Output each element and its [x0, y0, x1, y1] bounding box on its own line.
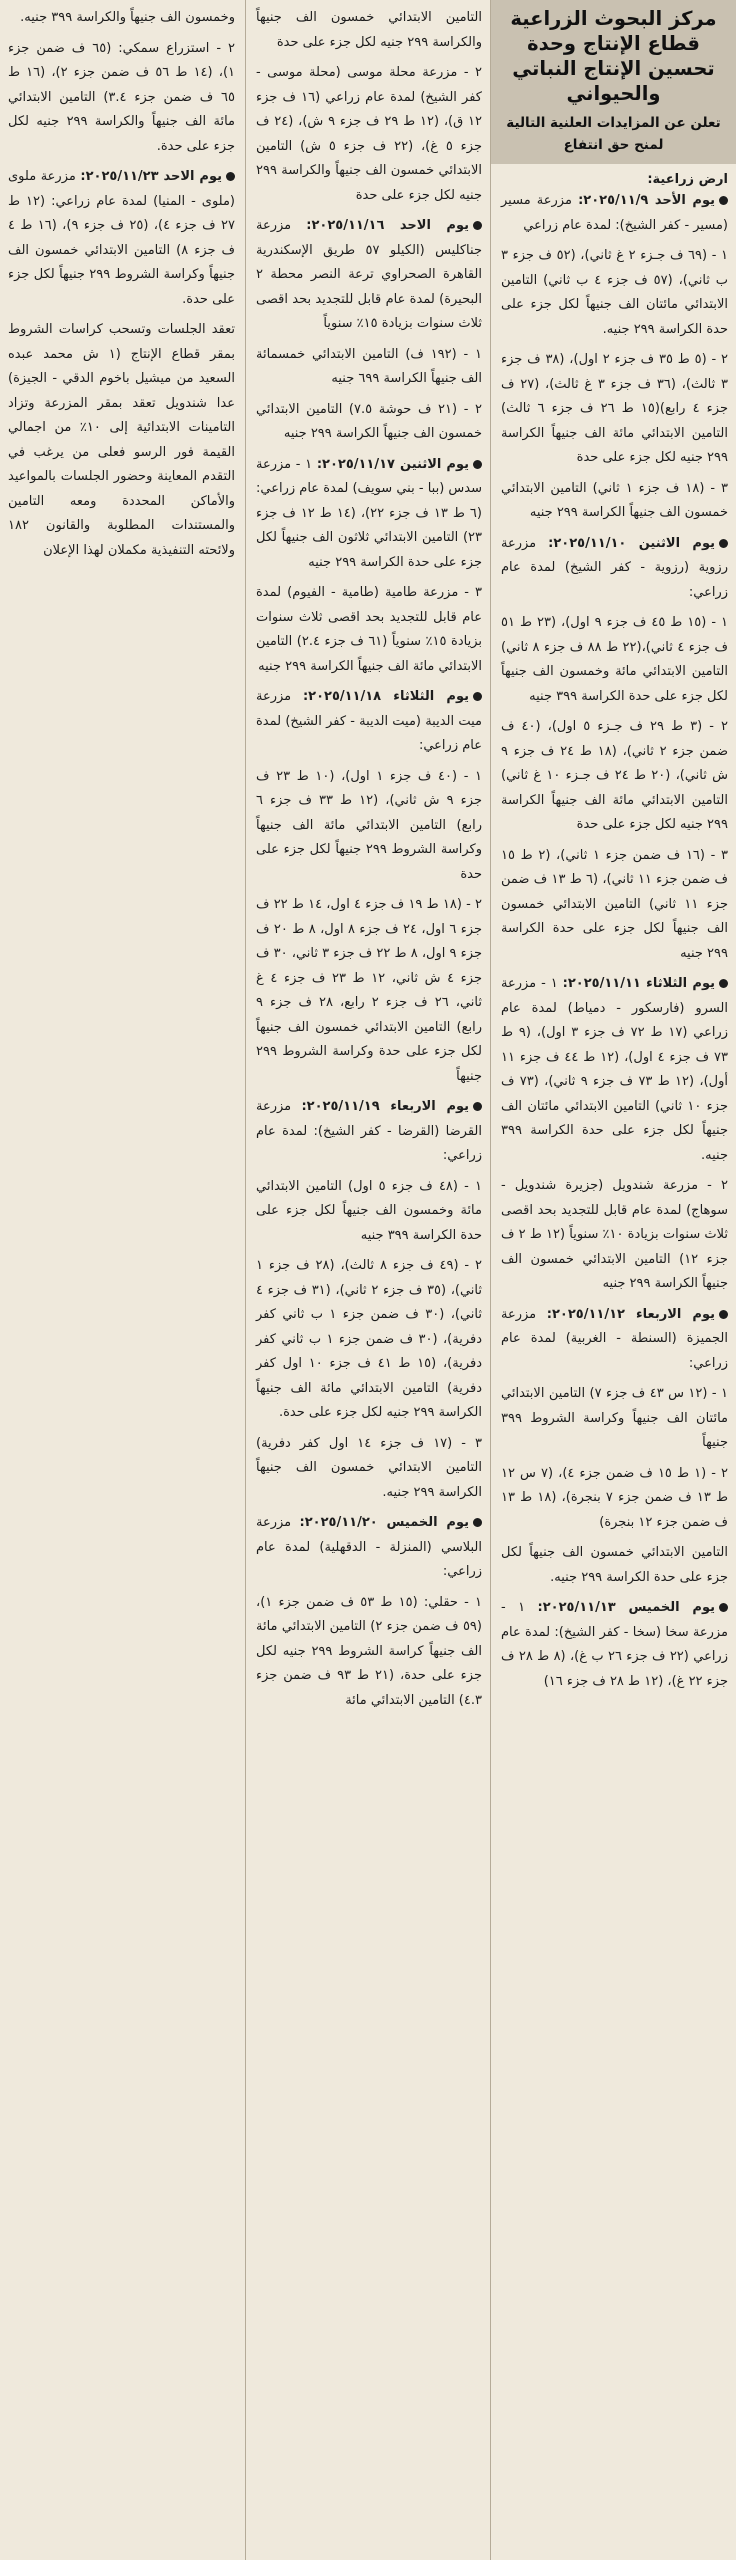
auction-text: ٣ - (١٨ ف جزء ١ ثاني) التامين الابتدائي خمسون الف جنيهاً الكراسة ٢٩٩ جنيه [501, 480, 728, 520]
auction-day-entry [501, 1596, 728, 1694]
subheadline: تعلن عن المزايدات العلنية التالية لمنح حق انتفاع [506, 115, 721, 153]
auction-text: ١ - (١٩٢ ف) التامين الابتدائي خمسمائة الف جنيهاً الكراسة ٦٩٩ جنيه [256, 346, 482, 386]
auction-day: يوم الاثنين ٢٠٢٥/١١/١٠: [548, 535, 715, 551]
auction-item [501, 715, 728, 838]
auction-text: ١ - مزرعة سدس (ببا - بني سويف) لمدة عام زراعي: (٦ ط ١٣ ف جزء ٢٢)، (١٤ ط ١٢ ف جزء ٢٣) التامين الابتدائي ثلاثون الف جنيهاً لكل جزء على حدة الكراسة ٢٩٩ جنيه [256, 456, 482, 570]
auction-text: ٢ - (٣ ط ٢٩ ف جـزء ٥ اول)، (٤٠ ف ضمن جزء ٢ ثاني)، (١٨ ط ٢٤ ف جزء ٩ ش ثاني)، (٢٠ ط ٢٤ ف جـزء ١٠ غ ثاني) التامين الابتدائي مائة الف جنيهاً الكراسة ٢٩٩ جنيه لكل جزء على حدة [501, 719, 728, 832]
auction-text: ٢ - (٤٩ ف جزء ٨ ثالث)، (٢٨ ف جزء ١ ثاني)، (٣٥ ف جزء ٢ ثاني)، (٣١ ف جزء ٤ ثاني)، (٣٠ ف ضمن جزء ١ ب ثاني كفر دفرية)، (٣٠ ف ضمن جزء ١ ب ثاني كفر دفرية)، (١٥ ط ٤١ ف جزء ١٠ اول كفر دفرية) التامين الابتدائي مائة الف جنيهاً الكراسة ٢٩٩ جنيه لكل جزء على حدة. [256, 1258, 483, 1420]
auction-text: ٢ - (٢١ ف حوشة ٧.٥) التامين الابتدائي خمسون الف جنيهاً الكراسة ٢٩٩ جنيه [256, 401, 482, 441]
auction-text: ٣ - مزرعة طامية (طامية - الفيوم) لمدة عام قابل للتجديد بحد اقصى ثلاث سنوات بزيادة ١٥٪ سنوياً (٦١ ف جزء ٢.٤) التامين الابتدائي مائة الف جنيهاً الكراسة ٢٩٩ جنيه [256, 585, 482, 674]
bullet-icon [473, 460, 482, 469]
auction-text: ١ - حقلي: (١٥ ط ٥٣ ف ضمن جزء ١)، (٥٩ ف ضمن جزء ٢) التامين الابتدائي مائة الف جنيهاً كراسة الشروط ٢٩٩ جنيه لكل جزء على حدة، (٢١ ط ٩٣ ف ضمن جزء ٤.٣) التامين الابتدائي مائة [256, 1594, 483, 1708]
auction-item [256, 343, 482, 392]
auction-day-entry [501, 1303, 728, 1377]
col1-body [501, 189, 728, 1694]
auction-text: ٢ - (٥ ط ٣٥ ف جزء ٢ اول)، (٣٨ ف جزء ٣ ثالث)، (٣٦ ف جزء ٣ غ ثالث)، (٢٧ ف جزء ٤ رابع)(١٥ ط ٢٦ ف جزء ٦ ثالث) التامين الابتدائي مائة الف جنيهاً الكراسة ٢٩٩ جنيه لكل جزء على حدة [501, 352, 728, 465]
headline: مركز البحوث الزراعية قطاع الإنتاج وحدة تحسين الإنتاج النباتي والحيواني [510, 7, 717, 105]
column-right [491, 0, 736, 2560]
bullet-icon [719, 196, 728, 205]
bullet-icon [226, 172, 235, 181]
auction-item [501, 348, 728, 471]
auction-text: وخمسون الف جنيهاً والكراسة ٣٩٩ جنيه. [20, 10, 235, 25]
auction-text: ١ - مزرعة سخا (سخا - كفر الشيخ): لمدة عام زراعي (٢٢ ف جزء ٢٦ ب غ)، (٨ ط ٢٨ ف جزء ٢٢ غ)، (١٢ ط ٢٨ ف جزء ١٦) [501, 1600, 728, 1689]
auction-day-entry [256, 685, 482, 759]
auction-text: ١ - مزرعة السرو (فارسكور - دمياط) لمدة عام زراعي (١٧ ط ٧٢ ف جزء ٣ اول)، (٩ ط ٧٣ ف جزء ٤ اول)، (١٢ ط ٤٤ ف جزء ١١ أول)، (١٢ ط ٧٣ ف جزء ٩ ثاني)، (٧٣ ف جزء ١٠ ثاني) التامين الابتدائي مائتان الف جنيهاً لكل جزء على حدة الكراسة ٣٩٩ جنيه. [501, 976, 729, 1163]
auction-day: يوم الثلاثاء ٢٠٢٥/١١/١١: [562, 976, 715, 991]
auction-item [501, 477, 728, 526]
auction-text: التامين الابتدائي خمسون الف جنيهاً لكل جزء على حدة الكراسة ٢٩٩ جنيه. [501, 1545, 728, 1585]
announcement-header [491, 0, 736, 164]
auction-text: مزرعة القرضا (القرضا - كفر الشيخ): لمدة عام زراعي: [256, 1099, 482, 1163]
auction-text: ٢ - (١ ط ١٥ ف ضمن جزء ٤)، (٧ س ١٢ ط ١٣ ف ضمن جزء ٧ بنجرة)، (١٨ ط ١٣ ف ضمن جزء ١٢ بنجرة) [501, 1465, 729, 1530]
auction-item [256, 765, 482, 888]
auction-text: مزرعة مسير (مسير - كفر الشيخ): لمدة عام زراعي [501, 193, 728, 233]
auction-item [501, 844, 728, 967]
auction-text: ١ - (٤٠ ف جزء ١ اول)، (١٠ ط ٢٣ ف جزء ٩ ش ثاني)، (١٢ ط ٣٣ ف جزء ٦ رابع) التامين الابتدائي مائة الف جنيهاً وكراسة الشروط ٢٩٩ جنيهاً لكل جزء على حدة [256, 768, 483, 882]
auction-item [8, 6, 235, 31]
auction-item [256, 1175, 482, 1249]
auction-text: التامين الابتدائي خمسون الف جنيهاً والكراسة ٢٩٩ جنيه لكل جزء على حدة [256, 10, 482, 50]
auction-day-entry [256, 214, 482, 337]
auction-item [501, 244, 728, 342]
auction-day-entry [256, 1095, 482, 1169]
bullet-icon [473, 692, 482, 701]
auction-text: ٢ - مزرعة محلة موسى (محلة موسى - كفر الشيخ) لمدة عام زراعي (١٦ ف جزء ١٢ ق)، (١٢ ط ٢٩ ف جزء ٩ ش)، (٢٤ ف جزء ٥ غ)، (٢٢ ف جزء ٥ ش) التامين الابتدائي خمسون الف جنيهاً والكراسة ٢٩٩ جنيه لكل جزء على حدة [256, 65, 482, 203]
bullet-icon [719, 1310, 728, 1319]
auction-item [8, 318, 235, 563]
auction-item [256, 398, 482, 447]
bullet-icon [719, 539, 728, 548]
bullet-icon [719, 979, 728, 988]
auction-item [256, 893, 482, 1089]
auction-text: ١ - (١٥ ط ٤٥ ف جزء ٩ اول)، (٢٣ ط ٥١ ف جزء ٤ ثاني)،(٢٢ ط ٨٨ ف جزء ٨ ثاني) التامين الابتدائي مائة وخمسون الف جنيهاً لكل جزء على حدة الكراسة ٣٩٩ جنيه [501, 615, 728, 704]
bullet-icon [473, 221, 482, 230]
bullet-icon [473, 1518, 482, 1527]
auction-day: يوم الأحد ٢٠٢٥/١١/٩: [578, 193, 715, 208]
auction-day: يوم الاحد ٢٠٢٥/١١/١٦: [306, 218, 469, 233]
auction-item [501, 1382, 728, 1456]
auction-day: يوم الثلاثاء ٢٠٢٥/١١/١٨: [302, 689, 469, 704]
auction-day-entry [8, 165, 235, 312]
auction-day: يوم الخميس ٢٠٢٥/١١/٢٠: [299, 1515, 469, 1530]
auction-text: ٣ - (١٧ ف جزء ١٤ اول كفر دفرية) التامين الابتدائي خمسون الف جنيهاً الكراسة ٢٩٩ جنيه. [256, 1435, 482, 1500]
auction-text: تعقد الجلسات وتسحب كراسات الشروط بمقر قطاع الإنتاج (١ ش محمد عبده السعيد من ميشيل باخوم الدقي - الجيزة) عدا شندويل تعقد بمقر المزرعة وتزاد التامينات الابتدائية إلى ١٠٪ من اجمالي القيمة فور الرسو فعلى من يرغب في التقدم المعاينة وحضور الجلسات بالمواعيد والأماكن المحددة ومعه التامين والمستندات المطلوبة والقانون ١٨٢ ولائحته التنفيذية مكملان لهذا الإعلان [8, 322, 235, 558]
auction-day-entry [501, 189, 728, 238]
auction-item [256, 61, 482, 208]
auction-text: مزرعة رزوية (رزوية - كفر الشيخ) لمدة عام زراعي: [501, 535, 728, 600]
auction-text: مزرعة جناكليس (الكيلو ٥٧ طريق الإسكندرية القاهرة الصحراوي ترعة النصر محطة ٢ البحيرة) لمدة عام قابل للتجديد بحد اقصى ثلاث سنوات بزيادة ١٥٪ سنوياً [256, 218, 482, 331]
auction-item [256, 581, 482, 679]
bullet-icon [473, 1102, 482, 1111]
auction-item [256, 1254, 482, 1426]
auction-day: يوم الاربعاء ٢٠٢٥/١١/١٢: [546, 1306, 715, 1322]
column-left [0, 0, 246, 2560]
auction-day: يوم الخميس ٢٠٢٥/١١/١٣: [537, 1600, 715, 1615]
auction-text: ١ - (١٢ س ٤٣ ف جزء ٧) التامين الابتدائي مائتان الف جنيهاً وكراسة الشروط ٣٩٩ جنيهاً [501, 1386, 728, 1450]
auction-item [501, 611, 728, 709]
auction-item [256, 1432, 482, 1506]
col3-body [8, 6, 235, 563]
auction-item [501, 1174, 728, 1297]
auction-item [501, 1541, 728, 1590]
column-middle [246, 0, 491, 2560]
auction-day-entry [256, 1511, 482, 1585]
auction-day-entry [256, 453, 482, 576]
auction-text: مزرعة البلاسي (المنزلة - الدقهلية) لمدة عام زراعي: [256, 1515, 482, 1579]
section-label: ارض زراعية: [647, 172, 728, 187]
auction-text: مزرعة ملوى (ملوى - المنيا) لمدة عام زراعي: (١٢ ط ٢٧ ف جزء ٤)، (٢٥ ف جزء ٩)، (١٦ ط ٤ ف جزء ٨) التامين الابتدائي خمسون الف جنيهاً وكراسة الشروط ٢٩٩ جنيهاً لكل جزء على حدة. [8, 169, 235, 307]
auction-item [256, 6, 482, 55]
bullet-icon [719, 1603, 728, 1612]
auction-text: ١ - (٤٨ ف جزء ٥ اول) التامين الابتدائي مائة وخمسون الف جنيهاً لكل جزء على حدة الكراسة ٣٩٩ جنيه [256, 1178, 482, 1243]
auction-item [256, 1591, 482, 1714]
auction-text: مزرعة ميت الديبة (ميت الديبة - كفر الشيخ) لمدة عام زراعي: [256, 689, 482, 753]
auction-day-entry [501, 532, 728, 606]
auction-text: ٢ - استزراع سمكي: (٦٥ ف ضمن جزء ١)، (١٤ ط ٥٦ ف ضمن جزء ٢)، (١٦ ط ٦٥ ف ضمن جزء ٣.٤) التامين الابتدائي مائة الف جنيهاً والكراسة ٢٩٩ جنيه لكل جزء على حدة. [8, 40, 236, 154]
auction-day: يوم الاحد ٢٠٢٥/١١/٢٣: [80, 169, 222, 184]
auction-text: مزرعة الجميزة (السنطة - الغربية) لمدة عام زراعي: [501, 1306, 728, 1371]
auction-text: ٢ - (١٨ ط ١٩ ف جزء ٤ اول، ١٤ ط ٢٢ ف جزء ٦ اول، ٢٤ ف جزء ٨ اول، ٨ ط ٢٠ ف جزء ٩ اول، ٨ ط ٢٢ ف جزء ٣ ثاني، ٣٠ ف جزء ٤ ش ثاني، ١٢ ط ٢٣ ف جزء ٤ غ ثاني، ٢٦ ف جزء ٢ رابع، ٢٨ ف جزء ٩ رابع) التامين الابتدائي خمسون الف جنيهاً لكل جزء على حدة وكراسة الشروط ٢٩٩ جنيهاً [256, 897, 483, 1084]
auction-item [501, 1462, 728, 1536]
auction-item [8, 37, 235, 160]
auction-text: ٢ - مزرعة شندويل (جزيرة شندويل - سوهاج) لمدة عام قابل للتجديد بحد اقصى ثلاث سنوات بزيادة ١٠٪ سنوياً (١٢ ط ٢ ف جزء ١٢) التامين الابتدائي خمسون الف جنيهاً الكراسة ٢٩٩ جنيه [501, 1178, 728, 1291]
auction-day-entry [501, 972, 728, 1168]
auction-day: يوم الاربعاء ٢٠٢٥/١١/١٩: [301, 1099, 469, 1114]
auction-text: ١ - (٦٩ ف جـزء ٢ غ ثاني)، (٥٢ ف جزء ٣ ب ثاني)، (٥٧ ف جزء ٤ ب ثاني) التامين الابتدائي مائتان الف جنيهاً لكل جزء على حدة الكراسة ٢٩٩ جنيه. [501, 248, 729, 337]
col2-body [256, 6, 482, 1713]
auction-text: ٣ - (١٦ ف ضمن جزء ١ ثاني)، (٢ ط ١٥ ف ضمن جزء ١١ ثاني)، (٦ ط ١٣ ف ضمن جزء ١١ ثاني) التامين الابتدائي خمسون الف جنيهاً لكل جزء على حدة الكراسة ٢٩٩ جنيه [501, 847, 728, 961]
auction-day: يوم الاثنين ٢٠٢٥/١١/١٧: [316, 456, 469, 472]
